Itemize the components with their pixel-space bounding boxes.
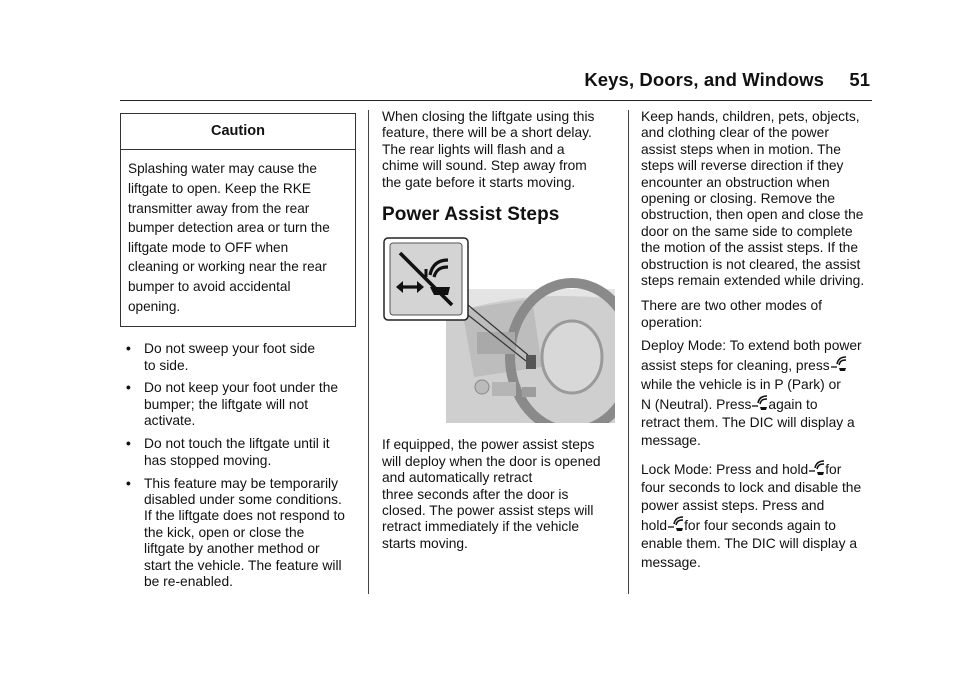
text-line: the motion of the assist steps. If the [641,240,859,256]
text-line: assist steps for cleaning, press [641,355,875,375]
text-line: message. [641,554,701,570]
power-steps-icon [751,394,768,411]
text-line: N (Neutral). Press again to [641,394,875,414]
bullet-marker: • [126,380,131,396]
text-line: door on the same side to complete [641,223,853,239]
bullet-marker: • [126,475,131,491]
text-line: four seconds to lock and disable the [641,479,862,495]
section-heading: Power Assist Steps [382,204,560,226]
text-line: power assist steps. Press and [641,497,825,513]
bullet-marker: • [126,341,131,357]
text-line: obstruction, then open and close the [641,207,864,223]
bullet-line: If the liftgate does not respond to [144,508,345,524]
text-line: and automatically retract [382,470,533,486]
caution-line: liftgate mode to OFF when [128,239,289,255]
power-steps-icon [667,515,684,532]
page-header [120,60,872,101]
column-2 [382,109,615,558]
text-line: obstruction is not cleared, the assist [641,256,861,272]
text-line: chime will sound. Step away from [382,158,587,174]
text-line: will deploy when the door is opened [382,453,601,469]
text-line: The rear lights will flash and a [382,141,565,157]
bullet-line: Do not sweep your foot side [144,341,316,357]
text-line: operation: [641,314,703,330]
caution-body [121,150,355,326]
text-line: and clothing clear of the power [641,125,829,141]
bullet-line: disabled under some conditions. [144,491,342,507]
list-item [120,476,358,591]
text-line: enable them. The DIC will display a [641,536,858,552]
caution-line: Splashing water may cause the [128,161,317,177]
text-line: opening or closing. Remove the [641,191,836,207]
list-item [120,341,358,374]
bullet-line: to side. [144,357,189,373]
description-paragraph [382,437,615,552]
text-line: When closing the liftgate using this [382,109,595,124]
text-line: If equipped, the power assist steps [382,437,595,453]
list-item [120,436,358,469]
caution-line: liftgate to open. Keep the RKE [128,181,311,196]
column-divider-1 [368,110,369,594]
page-number: 51 [849,69,870,90]
deploy-mode-paragraph [641,337,875,450]
bullet-line: Do not touch the liftgate until it [144,436,330,452]
text-line: Deploy Mode: To extend both power [641,338,862,354]
column-1 [120,113,358,597]
text-line: Lock Mode: Press and hold for [641,459,875,479]
modes-paragraph [641,298,875,331]
text-line: retract immediately if the vehicle [382,519,580,535]
bullet-line: This feature may be temporarily [144,475,338,491]
text-line: steps will reverse direction if they [641,158,844,174]
text-line: There are two other modes of [641,298,822,314]
bullet-line: bumper; the liftgate will not [144,396,309,412]
text-line: three seconds after the door is [382,486,569,502]
text-line: starts moving. [382,535,468,551]
bullet-line: Do not keep your foot under the [144,380,339,396]
text-line: feature, there will be a short delay. [382,125,592,141]
power-steps-off-icon [390,243,462,315]
caution-line: transmitter away from the rear [128,200,310,216]
bullet-line: activate. [144,413,196,429]
power-steps-icon [830,355,847,372]
bullet-line: start the vehicle. The feature will [144,557,342,573]
bullet-line: has stopped moving. [144,452,272,468]
section-title: Keys, Doors, and Windows [584,69,824,90]
column-divider-2 [628,110,629,594]
lock-mode-paragraph [641,459,875,572]
bullet-line: liftgate by another method or [144,541,320,557]
caution-line: bumper to avoid accidental [128,278,291,294]
safety-paragraph [641,109,875,289]
bullet-line: the kick, open or close the [144,524,305,540]
intro-paragraph [382,109,615,191]
text-line: retract them. The DIC will display a [641,415,855,431]
column-3 [641,109,875,578]
caution-box [120,113,356,327]
text-line: the gate before it starts moving. [382,174,576,190]
caution-line: cleaning or working near the rear [128,259,327,275]
caution-line: opening. [128,298,181,314]
bullet-marker: • [126,436,131,452]
caution-title: Caution [121,114,355,150]
bullet-line: be re-enabled. [144,573,233,589]
text-line: closed. The power assist steps will [382,503,594,519]
text-line: hold for four seconds again to [641,515,875,535]
text-line: steps remain extended while driving. [641,273,865,289]
text-line: Keep hands, children, pets, objects, [641,109,860,124]
text-line: assist steps when in motion. The [641,141,841,157]
power-steps-icon [808,459,825,476]
list-item [120,380,358,429]
text-line: while the vehicle is in P (Park) or [641,376,841,392]
dashboard-figure [382,237,615,423]
text-line: encounter an obstruction when [641,174,830,190]
bullet-list [120,341,358,590]
caution-line: bumper detection area or turn the [128,220,330,236]
text-line: message. [641,433,701,449]
